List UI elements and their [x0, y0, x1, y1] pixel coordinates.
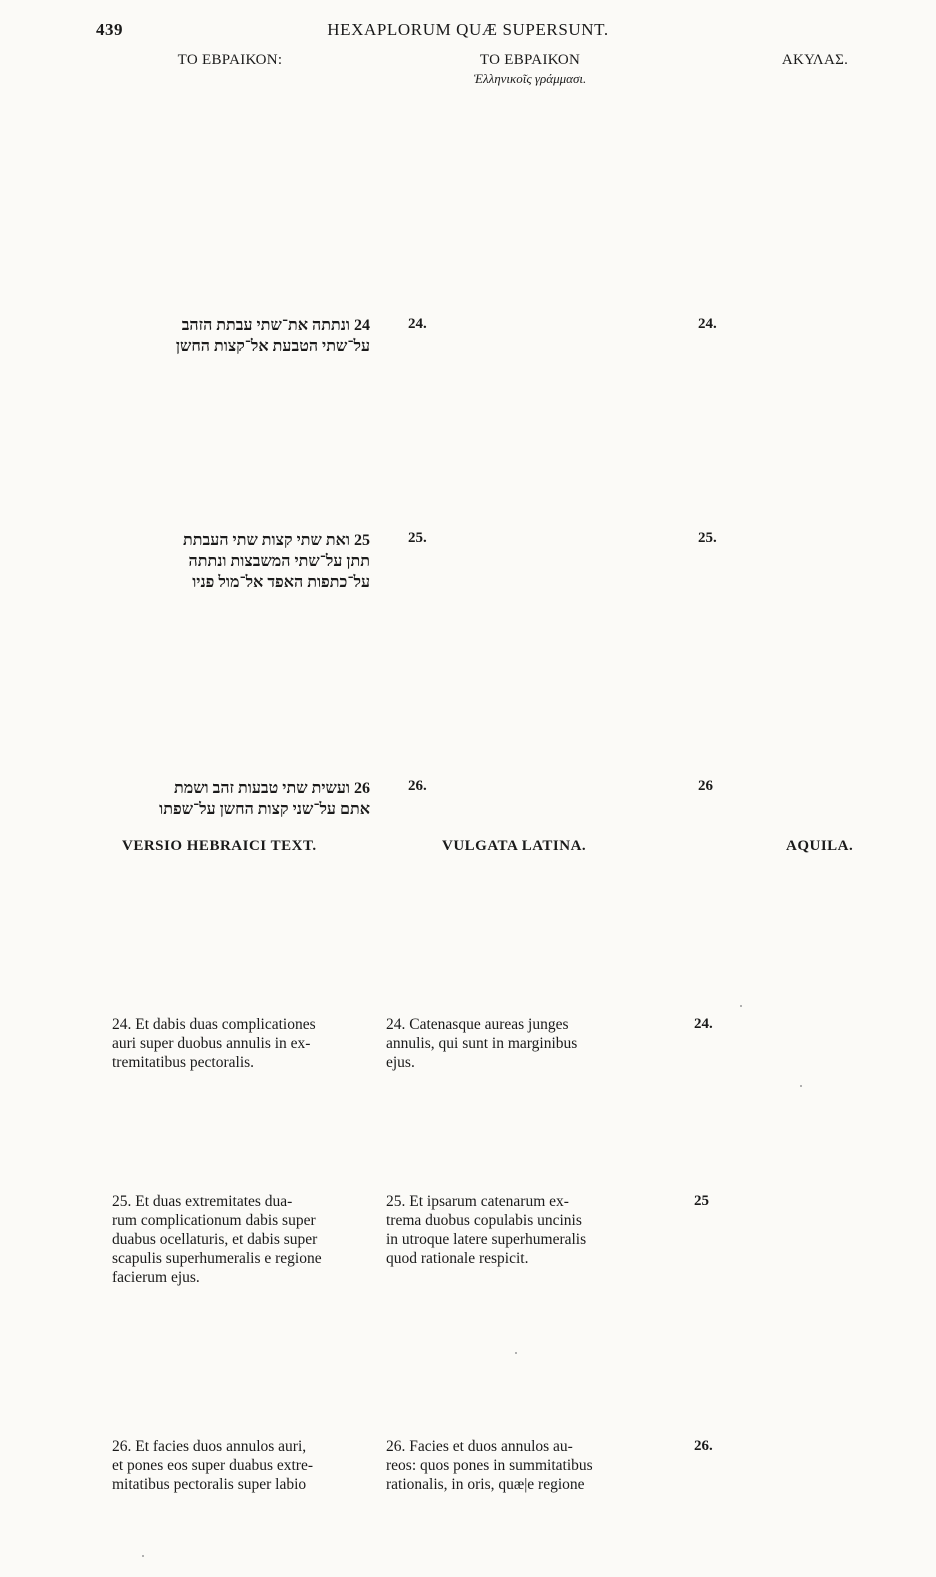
- hebrew-verse-24: [80, 315, 370, 357]
- text-line: rum complicationum dabis super: [112, 1212, 316, 1229]
- aquila-verse-24: 24.: [694, 1016, 713, 1032]
- hebrew-line: 24 ונתתה את־שתי עבתת הזהב: [181, 317, 370, 334]
- text-line: rationalis, in oris, quæ|e regione: [386, 1476, 585, 1493]
- col-head-hebrew: ΤΟ ΕΒΡΑΙΚΟΝ:: [177, 52, 283, 68]
- verse-number-col3: 26: [698, 778, 713, 794]
- text-line: 24. Catenasque aureas junges: [386, 1016, 569, 1033]
- text-line: in utroque latere superhumeralis: [386, 1231, 587, 1248]
- scan-speck: [740, 1005, 742, 1007]
- col-head-aquila-greek: ΑΚΥΛΑΣ.: [781, 52, 849, 68]
- scan-speck: [515, 1352, 517, 1354]
- versio-verse-26: [112, 1437, 368, 1494]
- vulgata-verse-26: [386, 1437, 660, 1494]
- col-head-aquila: AQUILA.: [786, 838, 854, 854]
- text-line: ejus.: [386, 1054, 415, 1071]
- text-line: annulis, qui sunt in marginibus: [386, 1035, 578, 1052]
- col-subhead-greek-letters: Ἑλληνικοῖς γράμμασι.: [473, 71, 587, 86]
- hebrew-line: 25 ואת שתי קצות שתי העבתת: [183, 532, 370, 549]
- text-line: mitatibus pectoralis super labio: [112, 1476, 307, 1493]
- versio-verse-24: [112, 1015, 368, 1072]
- verse-number-col2: 25.: [408, 530, 427, 546]
- text-line: trema duobus copulabis uncinis: [386, 1212, 582, 1229]
- text-line: quod rationale respicit.: [386, 1250, 529, 1267]
- hebrew-line: 26 ועשית שתי טבעות זהב ושמת: [173, 780, 370, 797]
- versio-verse-25: [112, 1192, 368, 1287]
- aquila-verse-26: 26.: [694, 1438, 713, 1454]
- hebrew-line: אתם על־שני קצות החשן על־שפתו: [159, 801, 370, 818]
- aquila-verse-25: 25: [694, 1193, 709, 1209]
- text-line: scapulis superhumeralis e regione: [112, 1250, 322, 1267]
- vulgata-verse-25: [386, 1192, 660, 1268]
- text-line: 25. Et ipsarum catenarum ex-: [386, 1193, 569, 1210]
- text-line: duabus ocellaturis, et dabis super: [112, 1231, 318, 1248]
- vulgata-verse-24: [386, 1015, 660, 1072]
- text-line: 25. Et duas extremitates dua-: [112, 1193, 293, 1210]
- hebrew-line: תתן על־שתי המשבצות ונתתה: [188, 553, 370, 570]
- scan-speck: [142, 1555, 144, 1557]
- hebrew-line: על־כתפות האפד אל־מול פניו: [192, 574, 370, 591]
- text-line: facierum ejus.: [112, 1269, 200, 1286]
- hebrew-line: על־שתי הטבעת אל־קצות החשן: [175, 338, 370, 355]
- verse-number-col2: 24.: [408, 316, 427, 332]
- verse-number-col2: 26.: [408, 778, 427, 794]
- text-line: reos: quos pones in summitatibus: [386, 1457, 593, 1474]
- text-line: auri super duobus annulis in ex-: [112, 1035, 311, 1052]
- text-line: tremitatibus pectoralis.: [112, 1054, 255, 1071]
- verse-number-col3: 25.: [698, 530, 717, 546]
- text-line: 26. Facies et duos annulos au-: [386, 1438, 573, 1455]
- text-line: 24. Et dabis duas complicationes: [112, 1016, 316, 1033]
- scan-speck: [800, 1085, 802, 1087]
- hebrew-verse-26: [80, 778, 370, 820]
- text-line: et pones eos super duabus extre-: [112, 1457, 314, 1474]
- page-number: 439: [96, 20, 123, 39]
- hebrew-verse-25: [80, 530, 370, 593]
- running-title: HEXAPLORUM QUÆ SUPERSUNT.: [327, 20, 609, 39]
- col-head-hebrew-greek-letters: ΤΟ ΕΒΡΑΙΚΟΝ: [479, 52, 581, 68]
- col-head-versio-hebraici: VERSIO HEBRAICI TEXT.: [122, 838, 317, 854]
- col-head-vulgata: VULGATA LATINA.: [442, 838, 587, 854]
- verse-number-col3: 24.: [698, 316, 717, 332]
- text-line: 26. Et facies duos annulos auri,: [112, 1438, 307, 1455]
